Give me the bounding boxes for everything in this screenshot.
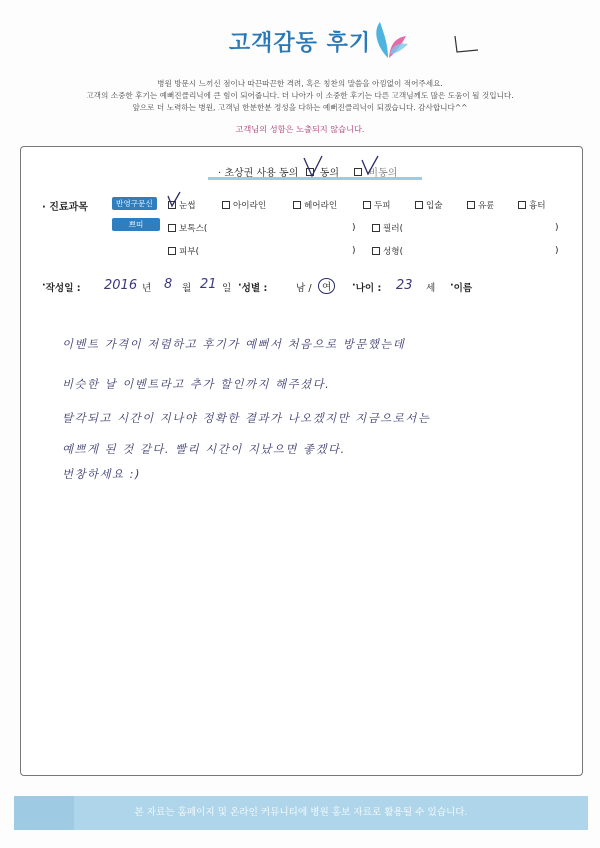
footer-banner	[14, 796, 588, 830]
review-line: 이벤트 가격이 저렴하고 후기가 예뻐서 처음으로 방문했는데	[62, 337, 406, 351]
paren-close: )	[555, 246, 559, 256]
option-label: 보톡스(	[179, 224, 208, 234]
month-value[interactable]: 8	[164, 277, 173, 292]
option-scalp[interactable]	[363, 199, 391, 211]
option-label: 성형(	[383, 247, 403, 257]
paren-close: )	[352, 246, 356, 256]
tag-semi-permanent: 반영구문신	[112, 197, 157, 210]
option-label: 두피	[374, 201, 391, 211]
department-label-text: 진료과목	[49, 202, 88, 213]
review-form-box	[20, 146, 583, 776]
day-value[interactable]: 21	[200, 277, 217, 292]
option-filler[interactable]	[372, 222, 403, 234]
handwritten-check-icon	[360, 154, 380, 176]
review-line: 예쁘게 된 것 같다. 빨리 시간이 지났으면 좋겠다.	[62, 442, 346, 456]
name-label: · 이름	[450, 280, 473, 294]
date-label-text: 작성일 :	[45, 283, 81, 294]
gender-male[interactable]: 남 /	[296, 283, 312, 294]
consent-disagree-label: 비동의	[368, 168, 398, 179]
option-eyeline[interactable]	[222, 199, 266, 211]
tag-petit: 쁘띠	[112, 218, 160, 231]
option-surgery[interactable]	[372, 245, 403, 257]
consent-title: 초상권 사용 동의	[224, 168, 299, 179]
intro-line: 병원 방문시 느끼신 점이나 따끈따끈한 격려, 혹은 칭찬의 말씀을 아낌없이 적어주세요.	[157, 79, 443, 88]
option-botox[interactable]	[168, 222, 207, 234]
option-label: 헤어라인	[304, 201, 338, 211]
date-label: · 작성일 :	[42, 280, 81, 294]
option-skin[interactable]	[168, 245, 199, 257]
review-line: 번창하세요 :)	[62, 467, 141, 481]
year-value[interactable]: 2016	[104, 278, 138, 293]
month-unit: 월	[182, 283, 192, 294]
option-lips[interactable]	[415, 199, 443, 211]
paren-close: )	[352, 223, 356, 233]
option-label: 아이라인	[233, 201, 267, 211]
name-label-text: 이름	[453, 283, 473, 294]
option-label: 피부(	[179, 247, 199, 257]
butterfly-logo-icon	[368, 14, 412, 62]
option-label: 유륜	[478, 201, 495, 211]
option-areola[interactable]	[467, 199, 495, 211]
option-label: 필러(	[383, 224, 403, 234]
review-line: 탈각되고 시간이 지나야 정확한 결과가 나오겠지만 지금으로서는	[62, 411, 431, 425]
year-unit: 년	[142, 283, 152, 294]
age-label-text: 나이 :	[355, 283, 382, 294]
handwritten-check-icon	[166, 190, 182, 208]
gender-label-text: 성별 :	[241, 283, 268, 294]
department-label: · 진료과목	[42, 202, 88, 213]
info-row	[42, 277, 562, 300]
day-unit: 일	[222, 283, 232, 294]
gender-female-circled[interactable]: 여	[318, 278, 335, 294]
consent-agree-label: 동의	[319, 168, 340, 179]
handwritten-mark-icon	[452, 34, 480, 56]
paren-close: )	[555, 223, 559, 233]
option-label: 눈썹	[179, 201, 196, 211]
intro-line: 고객의 소중한 후기는 예뻐진클리닉에 큰 힘이 되어줍니다. 더 나아가 이 소중한 후기는 다른 고객님께도 많은 도움이 될 것입니다.	[86, 91, 514, 100]
handwritten-check-icon	[302, 154, 324, 180]
footer-text: 본 자료는 홈페이지 및 온라인 커뮤니티에 병원 홍보 자료로 활용될 수 있습니다.	[134, 807, 468, 818]
age-unit: 세	[426, 283, 436, 294]
intro-line: 앞으로 더 노력하는 병원, 고객님 한분한분 정성을 다하는 예뻐진클리닉이 되겠습니다. 감사합니다^^	[132, 103, 468, 112]
consent-bullet: ·	[218, 168, 225, 179]
review-line: 비슷한 날 이벤트라고 추가 할인까지 해주셨다.	[62, 377, 331, 391]
age-label: · 나이 :	[352, 280, 382, 294]
privacy-notice: 고객님의 성함은 노출되지 않습니다.	[235, 124, 365, 134]
intro-text	[30, 78, 570, 114]
option-scar[interactable]	[518, 199, 546, 211]
option-label: 흉터	[529, 201, 546, 211]
age-value[interactable]: 23	[396, 278, 413, 293]
gender-label: · 성별 :	[238, 280, 268, 294]
page-title: 고객감동 후기	[228, 31, 372, 56]
option-hairline[interactable]	[293, 199, 337, 211]
option-label: 입술	[426, 201, 443, 211]
